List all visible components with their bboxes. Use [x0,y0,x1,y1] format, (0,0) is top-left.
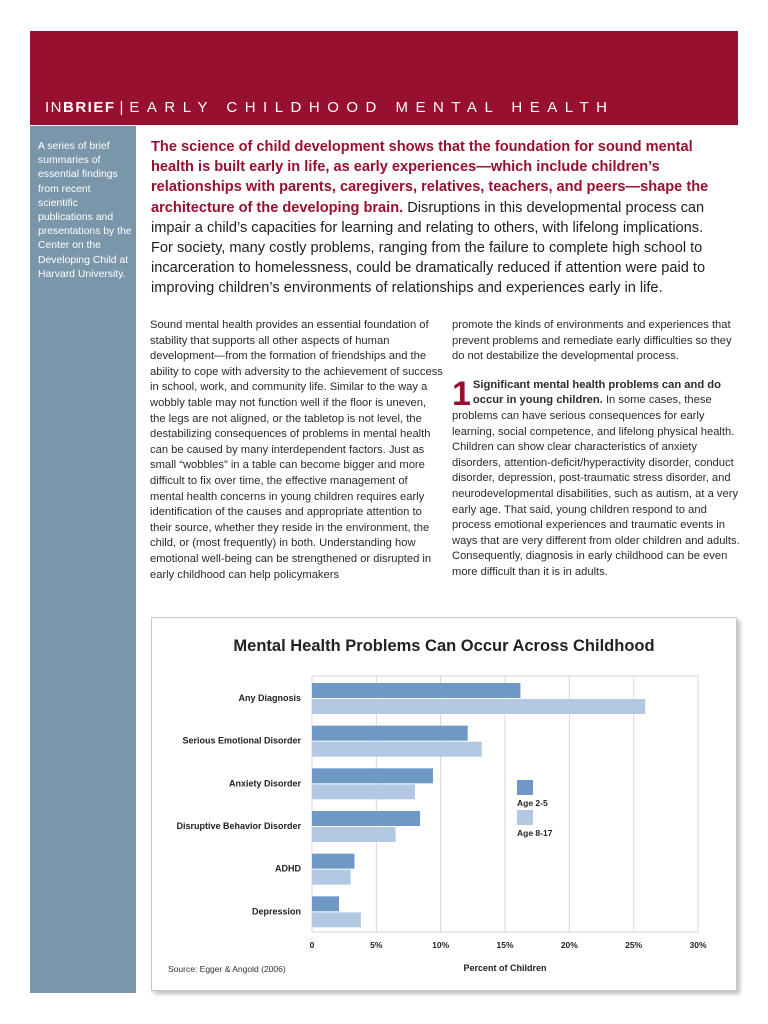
bar-age-8-17 [312,912,361,927]
banner [30,31,738,125]
col1-paragraph: Sound mental health provides an essential foundation of stability that supports all other aspects of human development—from the formation of friendships and the ability to cope with adversity to the achievement of success in school, work, and community life. Similar to the way a wobbly table may not function well if the floor is uneven, the legs are not aligned, or the tabletop is not level, the destabilizing consequences of problems in mental health can be caused by many interdependent factors. Just as small “wobbles” in a table can become bigger and more difficult to fix over time, the effective management of mental health concerns in young children requires early identification of the causes and appropriate attention to their source, whether they reside in the environment, the child, or (most frequently) in both. Understanding how emotional well-being can be strengthened or disrupted in early childhood can help policymakers [150,319,443,581]
bar-age-2-5 [312,768,433,783]
chart-title: Mental Health Problems Can Occur Across Childhood [233,637,655,655]
legend-swatch [517,780,533,795]
section-1 [452,374,740,581]
chart-panel [151,617,737,991]
legend [517,780,553,838]
bar-age-2-5 [312,854,354,869]
bar-age-2-5 [312,811,420,826]
category-label: ADHD [275,863,301,874]
bar-age-8-17 [312,784,415,799]
bars [312,683,645,927]
tick-label: 30% [689,940,707,950]
bar-age-8-17 [312,827,396,842]
bar-age-8-17 [312,870,351,885]
category-label: Disruptive Behavior Disorder [176,821,301,831]
legend-label: Age 8-17 [517,828,553,838]
sidebar [30,126,136,993]
chart-source: Source: Egger & Angold (2006) [168,964,286,974]
section-number: 1 [452,374,471,413]
legend-swatch [517,810,533,825]
bar-age-2-5 [312,896,339,911]
gridlines [312,676,698,932]
bar-age-2-5 [312,726,468,741]
lead-highlight: The science of child development shows that the foundation for sound mental health is built early in life, as early experiences—which include children’s relationships with parents, caregivers, relatives, teachers, and peers—shape the architecture of the developing brain. [151,139,709,216]
tick-label: 10% [432,940,450,950]
x-axis-label: Percent of Children [463,963,547,973]
category-labels [176,693,301,916]
category-label: Anxiety Disorder [228,778,301,789]
category-label: Depression [251,906,301,917]
bar-age-2-5 [312,683,520,698]
banner-title [45,99,614,117]
section-heading: Significant mental health problems can and do occur in young children. [472,378,721,407]
category-label: Any Diagnosis [238,693,301,703]
section-text: In some cases, these problems can have serious consequences for early learning, social competence, and lifelong physical health. Children can show clear characteristics of anxiety disorders, attention-deficit/hyperactivity disorder, conduct disorder, depression, post-traumatic stress disorder, and neurodevelopmental disabilities, such as autism, at a very early age. That said, young children respond to and process emotional experiences and traumatic events in ways that are very different from older children and adults. Consequently, diagnosis in early childhood can be even more difficult than it is in adults. [452,394,740,578]
lead-paragraph [151,137,726,299]
bar-chart [152,618,736,990]
brand-logo [45,99,116,116]
tick-label: 20% [560,940,578,950]
tick-label: 0 [309,940,315,950]
tick-label: 5% [370,940,383,950]
bar-age-8-17 [312,699,645,714]
bar-age-8-17 [312,742,482,757]
tick-label: 25% [625,940,643,950]
brand-bold: BRIEF [63,99,116,116]
body-column-2 [452,318,740,581]
tick-labels [310,940,707,950]
subject-title: EARLY CHILDHOOD MENTAL HEALTH [129,99,615,116]
col2-paragraph: promote the kinds of environments and experiences that prevent problems and remediate early difficulties so they do not destabilize the developmental process. [452,319,732,363]
category-label: Serious Emotional Disorder [182,735,301,746]
body-column-1 [150,318,444,583]
legend-label: Age 2-5 [517,798,548,808]
brand-prefix: IN [45,99,63,116]
lead-rest: Disruptions in this developmental process can impair a child’s capacities for learning and relating to others, with lifelong implications. For society, many costly problems, ranging from the failure to complete high school to incarceration to homelessness, could be dramatically reduced if attention were paid to improving children’s environments of relationships and experiences early in life. [151,199,706,297]
sidebar-description: A series of brief summaries of essential findings from recent scientific publications and presentations by the Center on the Developing Child at Harvard University. [38,141,132,280]
title-separator: | [119,99,124,116]
tick-label: 15% [496,940,514,950]
